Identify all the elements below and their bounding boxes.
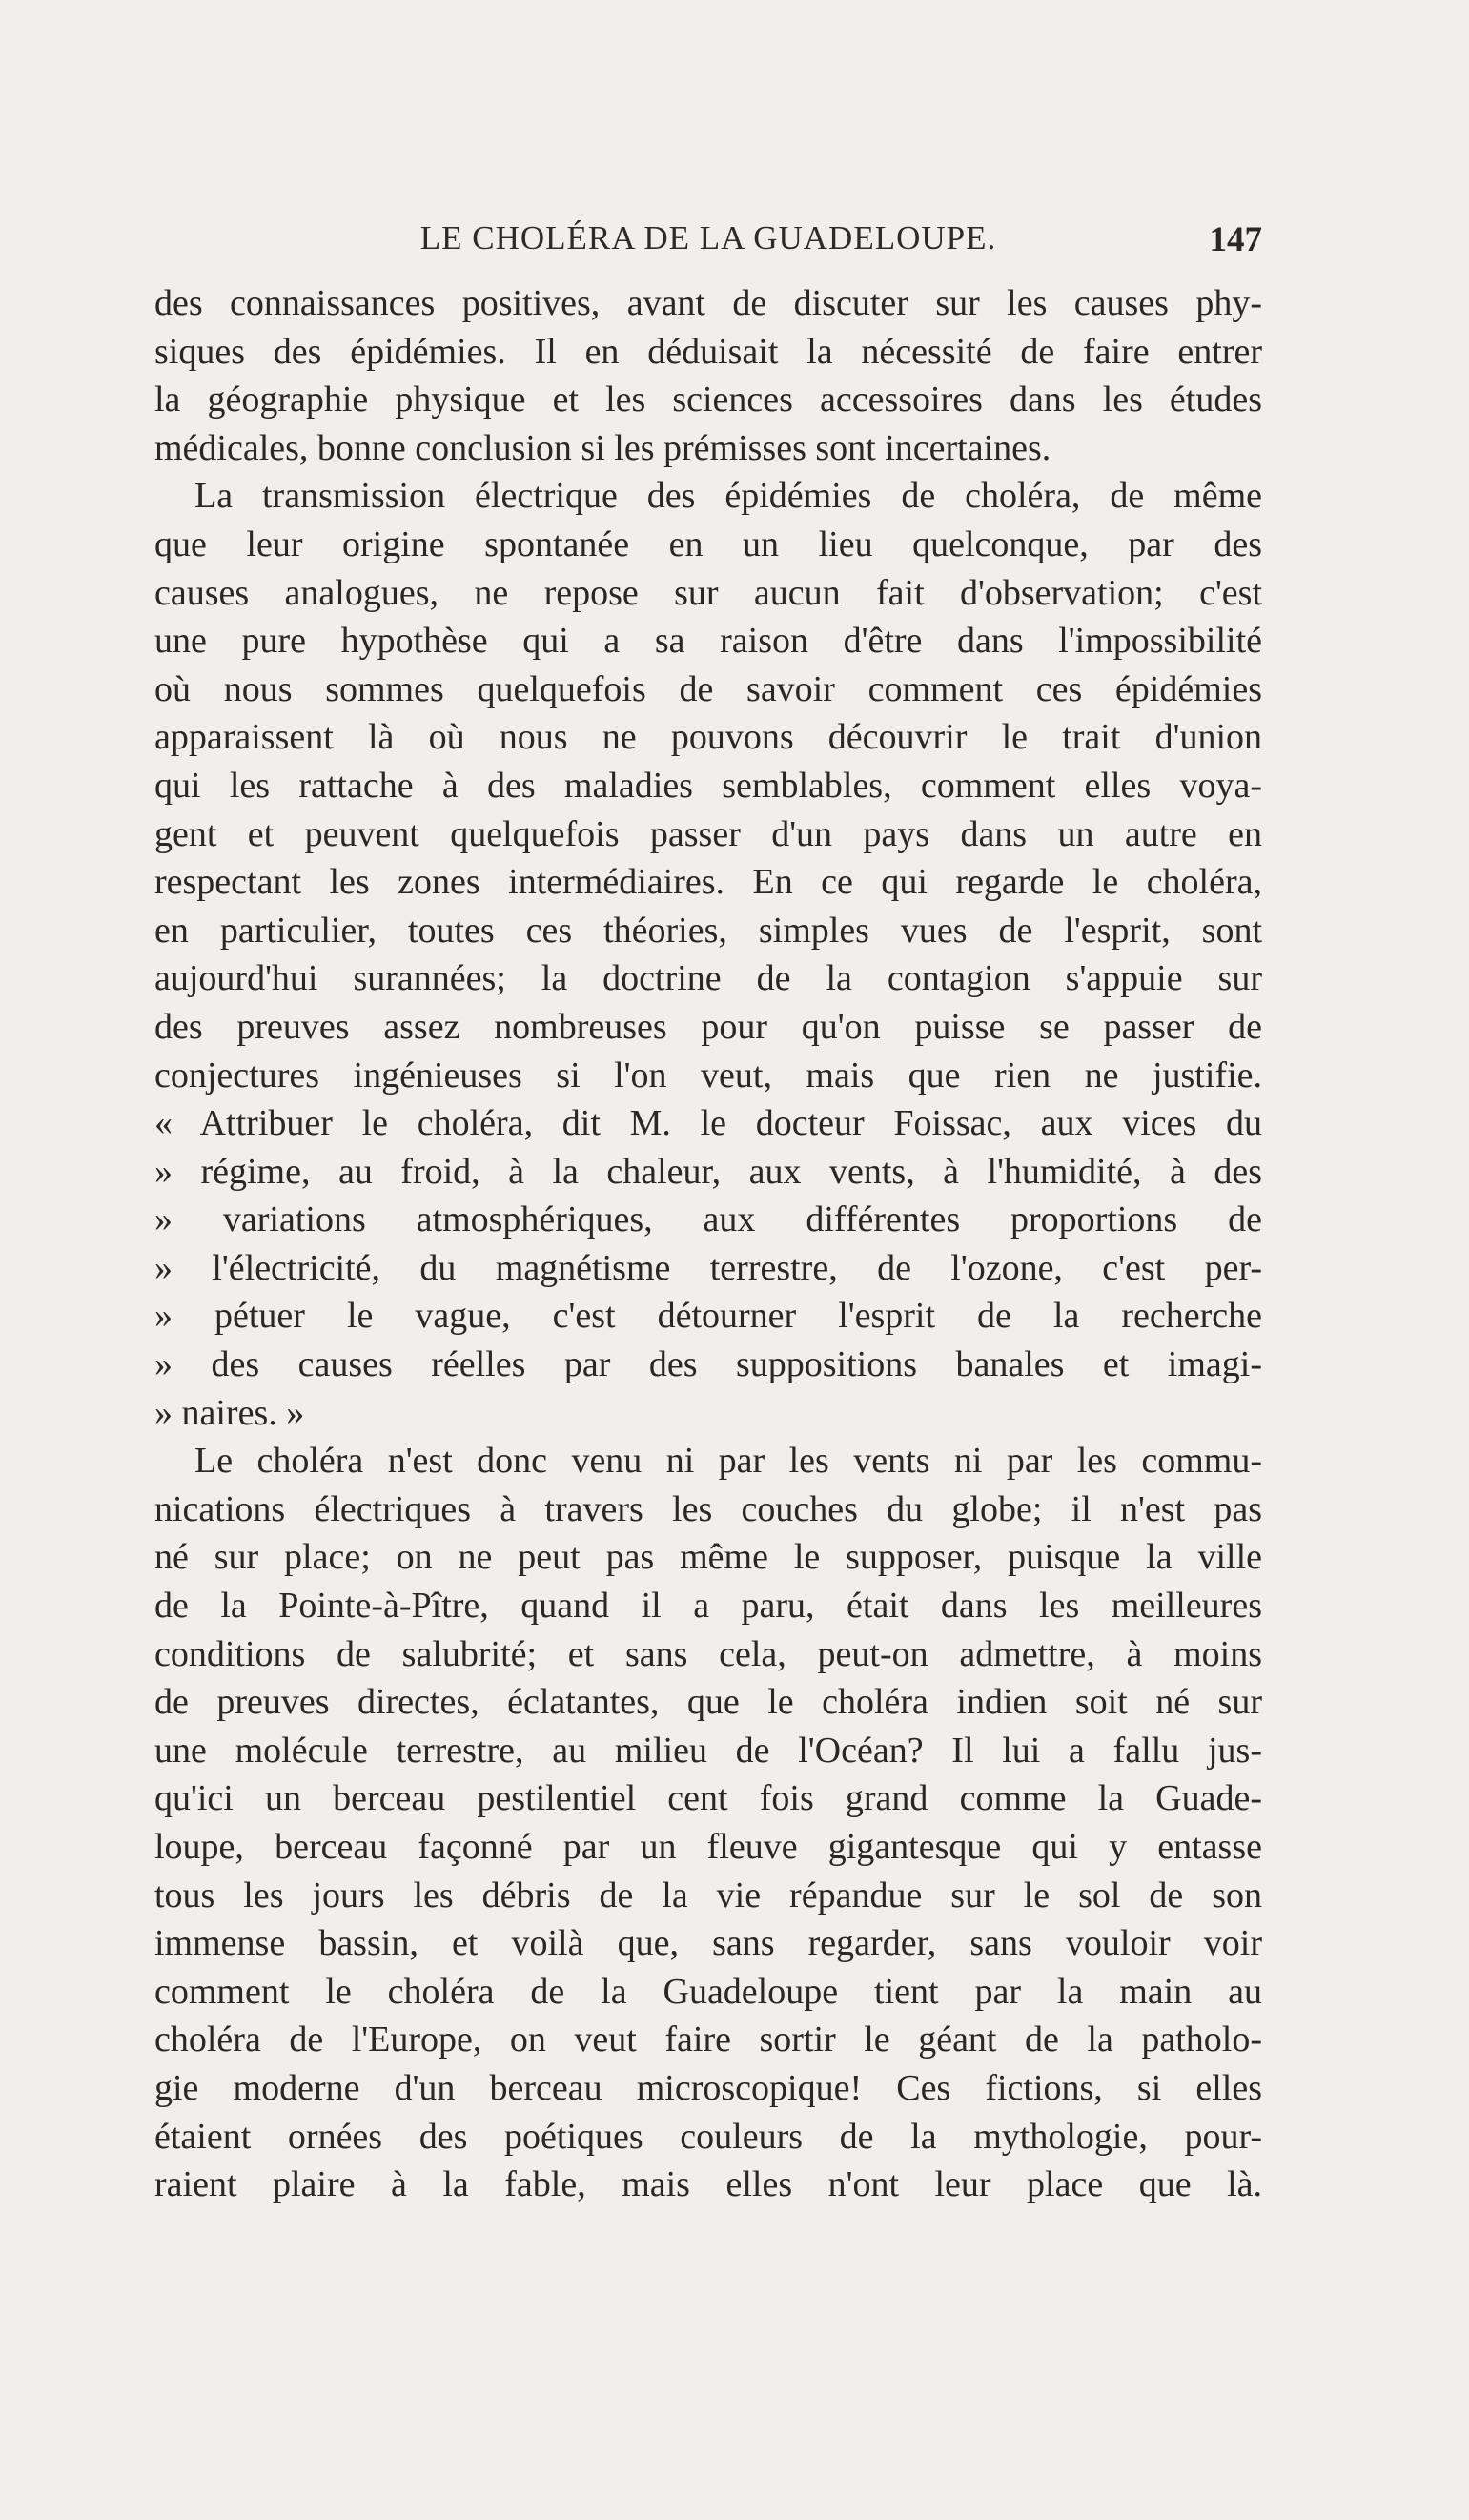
text-line: né sur place; on ne peut pas même le supposer, puisque la ville <box>154 1537 1262 1578</box>
text-line: qu'ici un berceau pestilentiel cent fois grand comme la Guade- <box>154 1778 1262 1819</box>
text-line: choléra de l'Europe, on veut faire sortir le géant de la patholo- <box>154 2019 1262 2060</box>
text-line: comment le choléra de la Guadeloupe tient par la main au <box>154 1971 1262 2012</box>
quote-line: » l'électricité, du magnétisme terrestre, de l'ozone, c'est per- <box>154 1247 1262 1288</box>
text-line: en particulier, toutes ces théories, simples vues de l'esprit, sont <box>154 910 1262 951</box>
body-text <box>154 279 1262 2209</box>
quote-line: » naires. » <box>154 1392 305 1433</box>
text-line: de la Pointe-à-Pître, quand il a paru, était dans les meilleures <box>154 1586 1262 1627</box>
text-line: médicales, bonne conclusion si les prémisses sont incertaines. <box>154 427 1051 468</box>
text-line: loupe, berceau façonné par un fleuve gigantesque qui y entasse <box>154 1827 1262 1867</box>
quote-line: » des causes réelles par des suppositions banales et imagi- <box>154 1344 1262 1385</box>
running-head <box>154 219 1262 267</box>
text-line: conditions de salubrité; et sans cela, peut-on admettre, à moins <box>154 1633 1262 1674</box>
text-line: une pure hypothèse qui a sa raison d'être dans l'impossibilité <box>154 621 1262 662</box>
text-line: gent et peuvent quelquefois passer d'un pays dans un autre en <box>154 813 1262 854</box>
text-line: tous les jours les débris de la vie répandue sur le sol de son <box>154 1875 1262 1916</box>
text-line: où nous sommes quelquefois de savoir comment ces épidémies <box>154 668 1262 709</box>
text-line: une molécule terrestre, au milieu de l'Océan? Il lui a fallu jus- <box>154 1730 1262 1771</box>
running-title: LE CHOLÉRA DE LA GUADELOUPE. <box>419 219 997 256</box>
quote-line: » variations atmosphériques, aux différentes proportions de <box>154 1199 1262 1240</box>
text-line: aujourd'hui surannées; la doctrine de la contagion s'appuie sur <box>154 958 1262 999</box>
text-line: conjectures ingénieuses si l'on veut, mais que rien ne justifie. <box>154 1055 1262 1096</box>
text-line: nications électriques à travers les couches du globe; il n'est pas <box>154 1488 1262 1529</box>
text-line: apparaissent là où nous ne pouvons découvrir le trait d'union <box>154 717 1262 758</box>
text-line: que leur origine spontanée en un lieu quelconque, par des <box>154 523 1262 564</box>
text-line: siques des épidémies. Il en déduisait la nécessité de faire entrer <box>154 331 1262 372</box>
quote-line: » pétuer le vague, c'est détourner l'esprit de la recherche <box>154 1296 1262 1337</box>
text-line: raient plaire à la fable, mais elles n'ont leur place que là. <box>154 2164 1262 2205</box>
text-line: qui les rattache à des maladies semblables, comment elles voya- <box>154 765 1262 806</box>
quote-line: « Attribuer le choléra, dit M. le docteur Foissac, aux vices du <box>154 1103 1262 1144</box>
text-line: respectant les zones intermédiaires. En ce qui regarde le choléra, <box>154 862 1262 903</box>
text-line: de preuves directes, éclatantes, que le choléra indien soit né sur <box>154 1682 1262 1723</box>
text-line: des connaissances positives, avant de discuter sur les causes phy- <box>154 283 1262 323</box>
page-number: 147 <box>1209 220 1262 259</box>
text-line: causes analogues, ne repose sur aucun fait d'observation; c'est <box>154 572 1262 613</box>
text-line: immense bassin, et voilà que, sans regarder, sans vouloir voir <box>154 1923 1262 1964</box>
text-line: étaient ornées des poétiques couleurs de la mythologie, pour- <box>154 2116 1262 2157</box>
text-line: Le choléra n'est donc venu ni par les vents ni par les commu- <box>194 1441 1262 1482</box>
text-line: la géographie physique et les sciences accessoires dans les études <box>154 379 1262 420</box>
text-line: gie moderne d'un berceau microscopique! Ces fictions, si elles <box>154 2067 1262 2108</box>
text-line: des preuves assez nombreuses pour qu'on puisse se passer de <box>154 1006 1262 1047</box>
quote-line: » régime, au froid, à la chaleur, aux vents, à l'humidité, à des <box>154 1151 1262 1192</box>
text-line: La transmission électrique des épidémies de choléra, de même <box>194 476 1262 517</box>
